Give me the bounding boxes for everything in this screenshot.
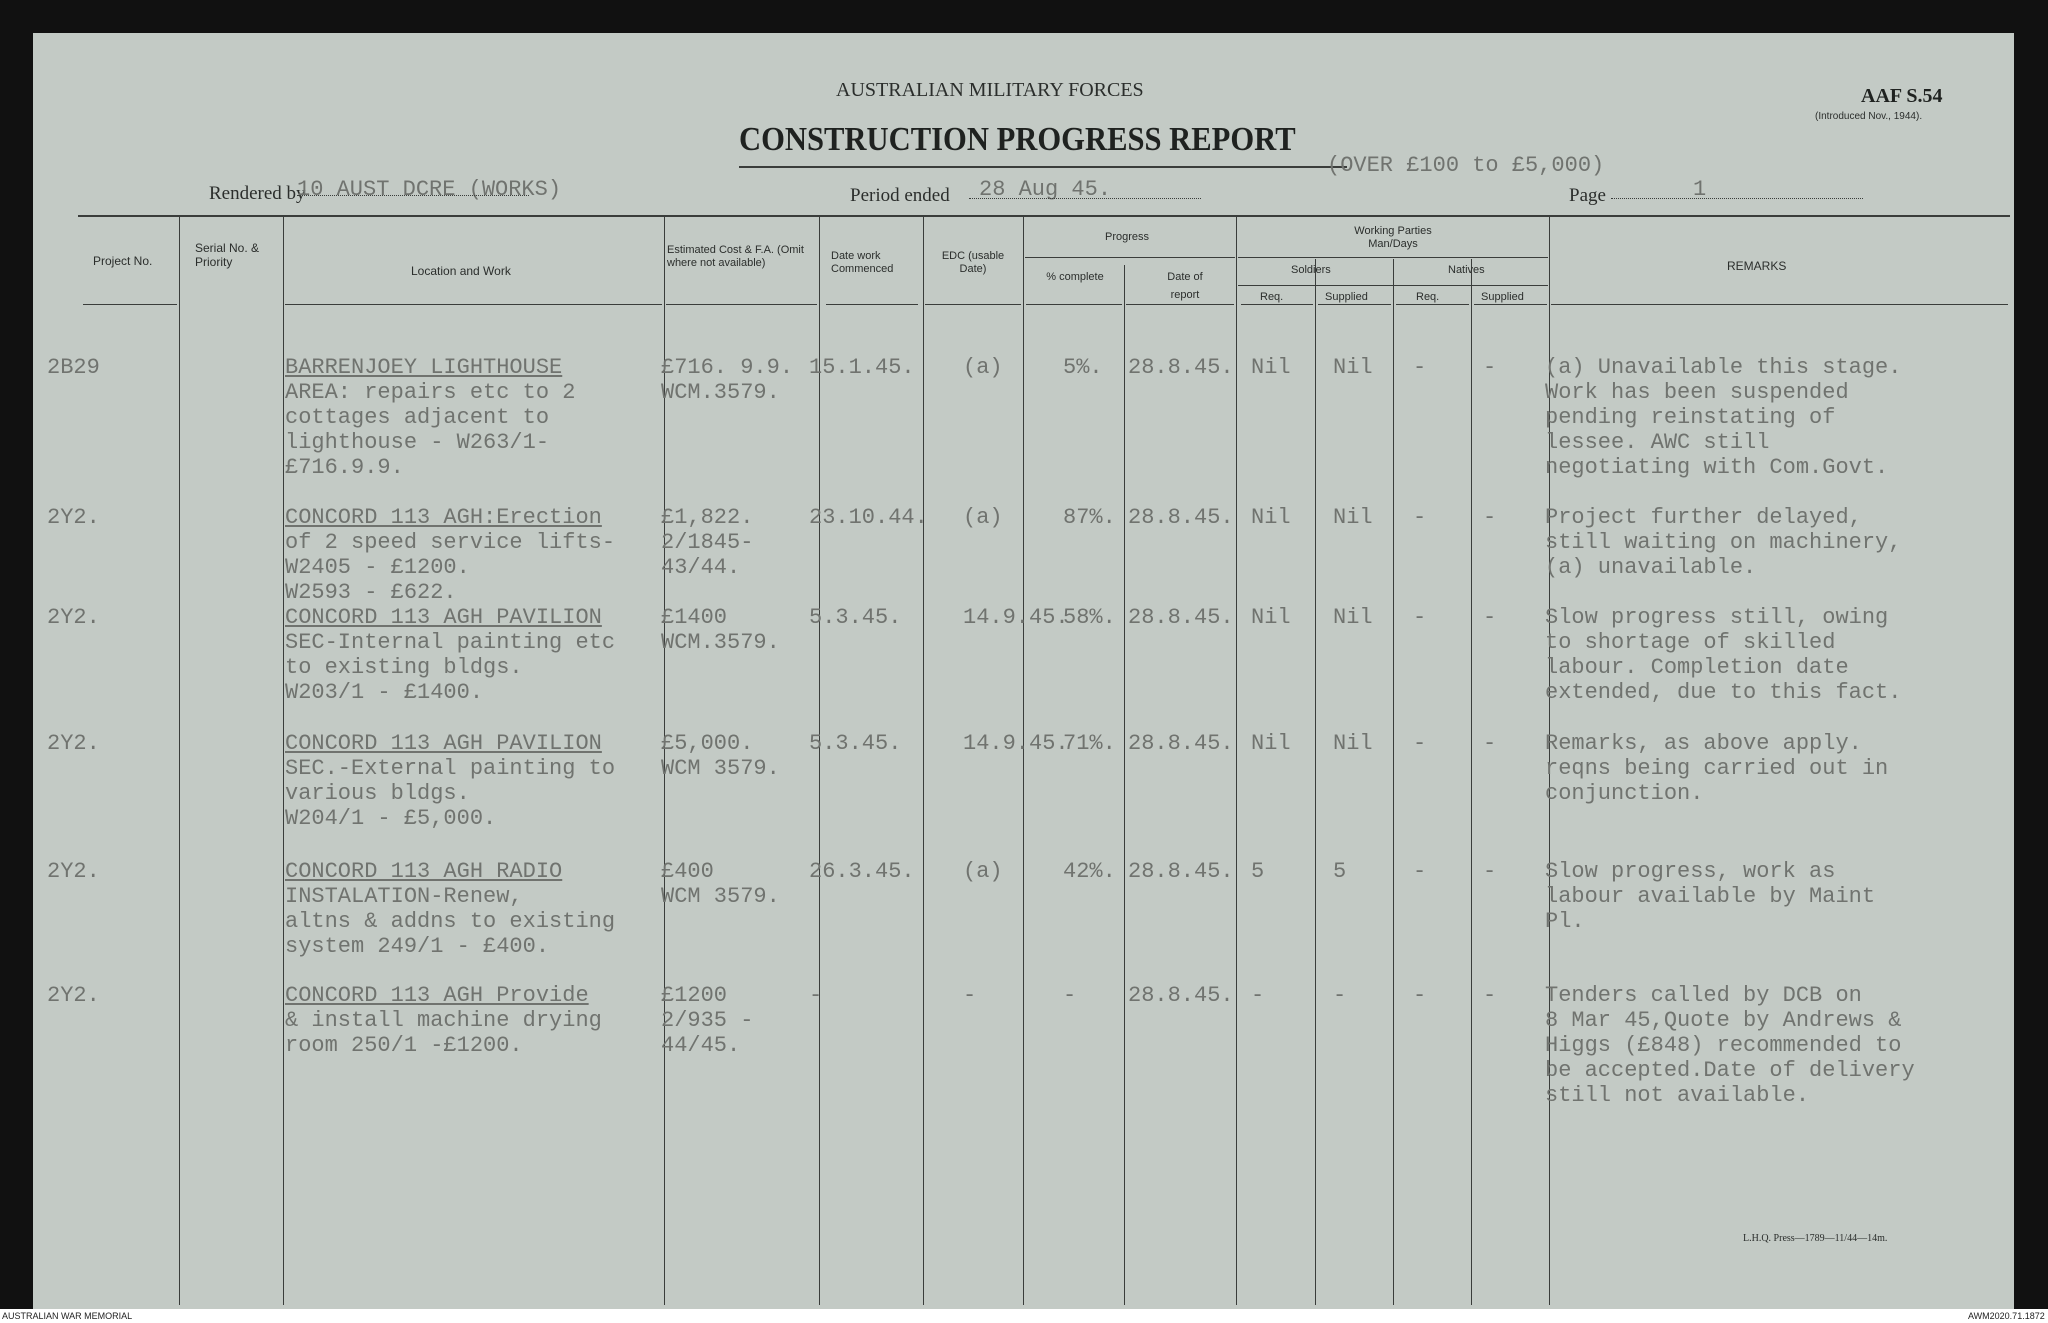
cell-pct-complete: - [1063, 983, 1077, 1008]
printer-imprint: L.H.Q. Press—1789—11/44—14m. [1743, 1233, 1888, 1244]
cell-remarks-line: Slow progress, work as [1545, 859, 1836, 884]
cell-natives-req: - [1413, 731, 1427, 756]
header-bottom [925, 304, 1021, 305]
cell-cost-line: 2/935 - [661, 1008, 754, 1033]
cell-remarks-line: labour available by Maint [1545, 884, 1876, 909]
cell-cost-line: 2/1845- [661, 530, 754, 555]
header-progress: Progress [1105, 231, 1150, 243]
cell-soldiers-supplied: 5 [1333, 859, 1347, 884]
cell-remarks-line: pending reinstating of [1545, 405, 1836, 430]
header-serial: Serial No. & Priority [195, 241, 260, 269]
cell-soldiers-req: Nil [1251, 355, 1291, 380]
cell-cost-line: £1400 [661, 605, 728, 630]
header-working: Working Parties Man/Days [1354, 225, 1432, 250]
table-top-border [78, 215, 2010, 217]
cell-remarks-line: Pl. [1545, 909, 1585, 934]
cell-location-line: £716.9.9. [285, 455, 404, 480]
cell-project-no: 2Y2. [47, 983, 100, 1008]
cell-cost-line: £400 [661, 859, 714, 884]
cell-remarks-line: Work has been suspended [1545, 380, 1849, 405]
header-bottom [1026, 304, 1122, 305]
cell-soldiers-req: Nil [1251, 505, 1291, 530]
period-dots [969, 198, 1201, 199]
rendered-dots [297, 195, 529, 196]
cell-location-line: W2405 - £1200. [285, 555, 470, 580]
cell-natives-supplied: - [1483, 505, 1497, 530]
cell-location-line: various bldgs. [285, 781, 470, 806]
col-line [923, 217, 924, 1305]
cell-location-line: CONCORD 113 AGH Provide [285, 983, 589, 1008]
cell-natives-supplied: - [1483, 859, 1497, 884]
cell-edc: 14.9.45. [963, 731, 1069, 756]
cell-location-line: SEC.-External painting to [285, 756, 616, 781]
cell-commenced: 26.3.45. [809, 859, 915, 884]
header-bottom [1551, 304, 2008, 305]
cell-soldiers-req: 5 [1251, 859, 1265, 884]
cell-remarks-line: Remarks, as above apply. [1545, 731, 1862, 756]
rendered-value: 10 AUST DCRE (WORKS) [297, 177, 562, 202]
cell-location-line: BARRENJOEY LIGHTHOUSE [285, 355, 563, 380]
cell-location-line: CONCORD 113 AGH PAVILION [285, 731, 602, 756]
cell-commenced: 23.10.44. [809, 505, 928, 530]
cell-natives-req: - [1413, 859, 1427, 884]
cell-soldiers-supplied: Nil [1333, 355, 1373, 380]
cell-location-line: W203/1 - £1400. [285, 680, 484, 705]
cell-location-line: CONCORD 113 AGH PAVILION [285, 605, 602, 630]
cell-remarks-line: still not available. [1545, 1083, 1810, 1108]
col-line [283, 217, 284, 1305]
cell-project-no: 2Y2. [47, 605, 100, 630]
cell-soldiers-supplied: - [1333, 983, 1347, 1008]
footer-left: AUSTRALIAN WAR MEMORIAL [2, 1311, 133, 1321]
cell-cost-line: £1,822. [661, 505, 754, 530]
cell-edc: 14.9.45. [963, 605, 1069, 630]
cell-location-line: INSTALATION-Renew, [285, 884, 523, 909]
cell-remarks-line: Project further delayed, [1545, 505, 1862, 530]
cell-location-line: W204/1 - £5,000. [285, 806, 497, 831]
header-nat-req: Req. [1416, 291, 1440, 303]
cell-location-line: room 250/1 -£1200. [285, 1033, 523, 1058]
cell-soldiers-req: Nil [1251, 731, 1291, 756]
page-value: 1 [1693, 177, 1707, 202]
cell-soldiers-req: - [1251, 983, 1265, 1008]
cell-cost-line: WCM.3579. [661, 380, 780, 405]
cell-edc: (a) [963, 355, 1003, 380]
cell-natives-req: - [1413, 355, 1427, 380]
col-line [1236, 217, 1237, 1305]
cell-location-line: CONCORD 113 AGH RADIO [285, 859, 563, 884]
cell-edc: (a) [963, 505, 1003, 530]
header-location: Location and Work [411, 264, 511, 278]
col-line [1124, 265, 1125, 1305]
cell-project-no: 2Y2. [47, 731, 100, 756]
header-bottom [285, 304, 662, 305]
col-line [1471, 259, 1472, 1305]
form-code: AAF S.54 [1861, 85, 1943, 107]
cell-date-report: 28.8.45. [1128, 983, 1234, 1008]
cell-soldiers-supplied: Nil [1333, 505, 1373, 530]
cell-remarks-line: to shortage of skilled [1545, 630, 1836, 655]
header-subline [1025, 257, 1235, 258]
cell-date-report: 28.8.45. [1128, 605, 1234, 630]
header-soldiers: Soldiers [1291, 264, 1331, 276]
cell-remarks-line: extended, due to this fact. [1545, 680, 1902, 705]
header-date-report: Date of report [1167, 271, 1203, 301]
cell-remarks-line: still waiting on machinery, [1545, 530, 1902, 555]
org-heading: AUSTRALIAN MILITARY FORCES [836, 79, 1144, 101]
cell-location-line: to existing bldgs. [285, 655, 523, 680]
cell-pct-complete: 87%. [1063, 505, 1116, 530]
cell-commenced: - [809, 983, 823, 1008]
cell-project-no: 2B29 [47, 355, 100, 380]
cell-pct-complete: 71%. [1063, 731, 1116, 756]
cell-cost-line: £5,000. [661, 731, 754, 756]
header-project-no: Project No. [93, 254, 153, 268]
header-cost: Estimated Cost & F.A. (Omit where not available) [667, 244, 804, 269]
header-bottom [826, 304, 918, 305]
cell-pct-complete: 42%. [1063, 859, 1116, 884]
header-sold-req: Req. [1260, 291, 1284, 303]
cell-remarks-line: Higgs (£848) recommended to [1545, 1033, 1902, 1058]
header-bottom [666, 304, 817, 305]
cell-remarks-line: (a) unavailable. [1545, 555, 1757, 580]
header-commenced: Date work Commenced [831, 250, 894, 275]
header-bottom [1396, 304, 1469, 305]
col-line [819, 217, 820, 1305]
cell-natives-supplied: - [1483, 731, 1497, 756]
cell-natives-supplied: - [1483, 355, 1497, 380]
header-natives: Natives [1448, 264, 1485, 276]
title-underline [739, 166, 1347, 168]
cell-remarks-line: 8 Mar 45,Quote by Andrews & [1545, 1008, 1902, 1033]
cell-remarks-line: lessee. AWC still [1545, 430, 1770, 455]
cell-remarks-line: Slow progress still, owing [1545, 605, 1889, 630]
cell-date-report: 28.8.45. [1128, 505, 1234, 530]
cell-project-no: 2Y2. [47, 859, 100, 884]
cell-pct-complete: 58%. [1063, 605, 1116, 630]
cell-location-line: & install machine drying [285, 1008, 602, 1033]
cell-project-no: 2Y2. [47, 505, 100, 530]
header-pct: % complete [1046, 271, 1104, 283]
introduced-note: (Introduced Nov., 1944). [1815, 111, 1923, 122]
cell-natives-supplied: - [1483, 983, 1497, 1008]
cell-pct-complete: 5%. [1063, 355, 1103, 380]
cell-cost-line: WCM.3579. [661, 630, 780, 655]
header-subline [1238, 285, 1548, 286]
cell-remarks-line: negotiating with Com.Govt. [1545, 455, 1889, 480]
cell-date-report: 28.8.45. [1128, 731, 1234, 756]
cell-cost-line: £1200 [661, 983, 728, 1008]
cell-remarks-line: conjunction. [1545, 781, 1704, 806]
cell-location-line: SEC-Internal painting etc [285, 630, 616, 655]
header-bottom [1318, 304, 1391, 305]
cell-natives-req: - [1413, 505, 1427, 530]
range-note: (OVER £100 to £5,000) [1327, 153, 1605, 178]
cell-location-line: of 2 speed service lifts- [285, 530, 616, 555]
cell-natives-req: - [1413, 983, 1427, 1008]
cell-remarks-line: reqns being carried out in [1545, 756, 1889, 781]
cell-soldiers-supplied: Nil [1333, 731, 1373, 756]
cell-soldiers-supplied: Nil [1333, 605, 1373, 630]
header-bottom [1241, 304, 1313, 305]
cell-location-line: system 249/1 - £400. [285, 934, 550, 959]
cell-commenced: 15.1.45. [809, 355, 915, 380]
page-dots [1611, 198, 1863, 199]
header-subline [1238, 257, 1548, 258]
period-value: 28 Aug 45. [979, 177, 1112, 202]
cell-cost-line: 43/44. [661, 555, 741, 580]
cell-natives-supplied: - [1483, 605, 1497, 630]
cell-remarks-line: Tenders called by DCB on [1545, 983, 1862, 1008]
cell-location-line: AREA: repairs etc to 2 [285, 380, 576, 405]
cell-location-line: cottages adjacent to [285, 405, 550, 430]
cell-cost-line: WCM 3579. [661, 884, 780, 909]
period-label: Period ended [850, 185, 950, 206]
cell-edc: (a) [963, 859, 1003, 884]
form-sheet [33, 33, 2014, 1309]
header-bottom [1474, 304, 1547, 305]
cell-natives-req: - [1413, 605, 1427, 630]
col-line [179, 217, 180, 1305]
cell-location-line: CONCORD 113 AGH:Erection [285, 505, 602, 530]
cell-edc: - [963, 983, 977, 1008]
cell-location-line: W2593 - £622. [285, 580, 457, 605]
report-title: CONSTRUCTION PROGRESS REPORT [739, 121, 1296, 158]
cell-commenced: 5.3.45. [809, 605, 902, 630]
cell-location-line: altns & addns to existing [285, 909, 616, 934]
col-line [1023, 217, 1024, 1305]
col-line [1393, 259, 1394, 1305]
cell-commenced: 5.3.45. [809, 731, 902, 756]
rendered-label: Rendered by [209, 183, 306, 204]
cell-date-report: 28.8.45. [1128, 355, 1234, 380]
cell-remarks-line: be accepted.Date of delivery [1545, 1058, 1915, 1083]
cell-remarks-line: labour. Completion date [1545, 655, 1849, 680]
header-edc: EDC (usable Date) [941, 250, 1005, 275]
header-nat-sup: Supplied [1481, 291, 1524, 303]
header-bottom [83, 304, 177, 305]
header-bottom [1126, 304, 1234, 305]
cell-cost-line: WCM 3579. [661, 756, 780, 781]
cell-remarks-line: (a) Unavailable this stage. [1545, 355, 1902, 380]
col-line [1315, 259, 1316, 1305]
cell-date-report: 28.8.45. [1128, 859, 1234, 884]
cell-cost-line: £716. 9.9. [661, 355, 794, 380]
cell-soldiers-req: Nil [1251, 605, 1291, 630]
cell-cost-line: 44/45. [661, 1033, 741, 1058]
cell-location-line: lighthouse - W263/1- [285, 430, 550, 455]
page-label: Page [1569, 185, 1606, 206]
header-sold-sup: Supplied [1325, 291, 1368, 303]
header-remarks: REMARKS [1727, 259, 1787, 273]
footer-right: AWM2020.71.1872 [1968, 1311, 2045, 1321]
